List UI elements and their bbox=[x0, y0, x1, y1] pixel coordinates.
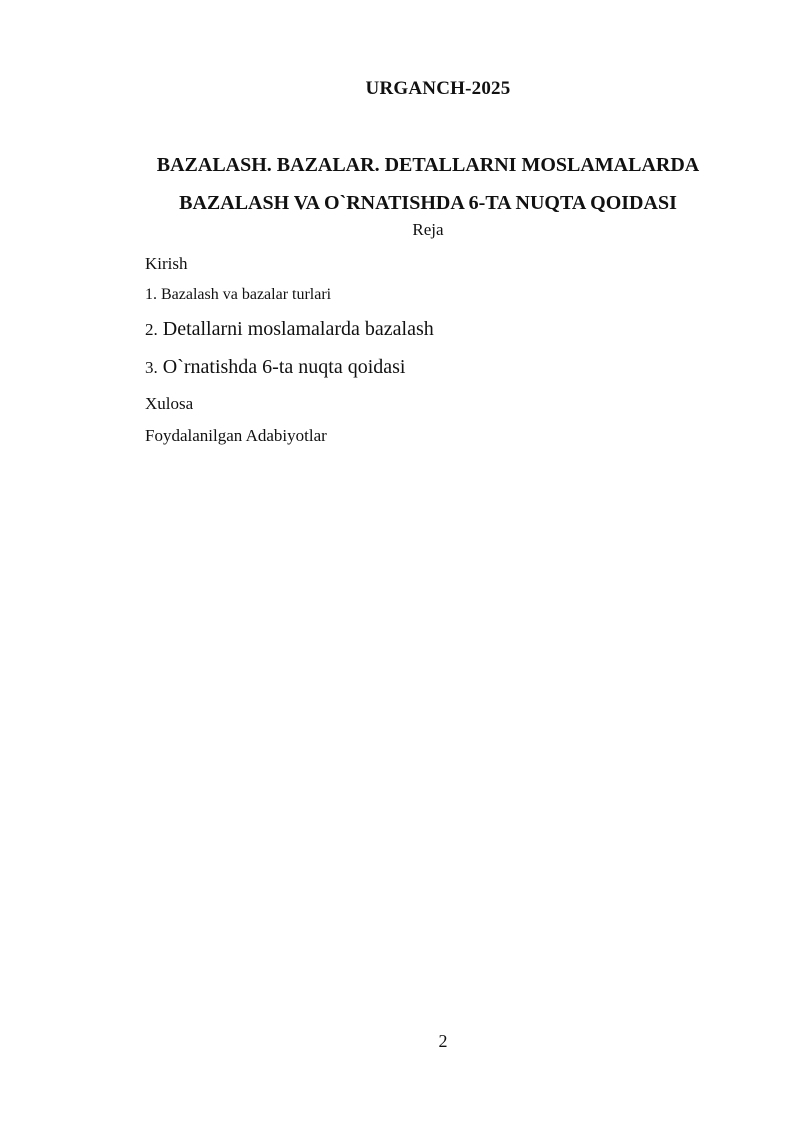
plan-item-text: Foydalanilgan Adabiyotlar bbox=[145, 426, 327, 445]
plan-item-conclusion bbox=[145, 394, 193, 414]
plan-item-text: Kirish bbox=[145, 254, 188, 273]
plan-item-number: 1. bbox=[145, 286, 157, 303]
title-line-1: BAZALASH. BAZALAR. DETALLARNI MOSLAMALARDA bbox=[156, 154, 700, 176]
plan-item-number: 3. bbox=[145, 358, 158, 377]
city-year-heading: URGANCH-2025 bbox=[365, 78, 511, 99]
plan-item-introduction bbox=[145, 254, 188, 274]
plan-item-text: O`rnatishda 6-ta nuqta qoidasi bbox=[162, 356, 406, 378]
plan-item-number: 2. bbox=[145, 320, 158, 339]
title-line-2: BAZALASH VA O`RNATISHDA 6-TA NUQTA QOIDASI bbox=[179, 192, 677, 214]
page-number: 2 bbox=[438, 1031, 448, 1051]
plan-item-references bbox=[145, 426, 327, 446]
plan-heading: Reja bbox=[412, 220, 444, 239]
document-title bbox=[100, 146, 756, 222]
plan-item-text: Bazalash va bazalar turlari bbox=[161, 286, 332, 303]
plan-item-text: Xulosa bbox=[145, 394, 194, 413]
plan-item-2 bbox=[145, 318, 434, 341]
plan-item-3 bbox=[145, 356, 405, 379]
plan-item-text: Detallarni moslamalarda bazalash bbox=[162, 318, 434, 340]
plan-item-1 bbox=[145, 286, 331, 304]
